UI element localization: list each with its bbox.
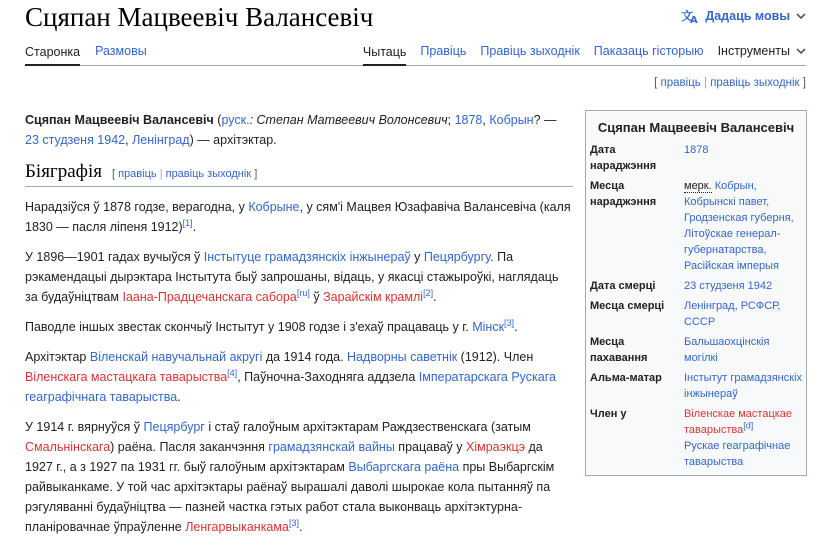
ref-4[interactable]: [4] (227, 367, 238, 378)
chevron-down-icon (796, 12, 806, 20)
link-death-date[interactable]: 23 студзеня 1942 (25, 133, 126, 147)
link-geographical-society[interactable]: Імператарскага Рускага геаграфічнага таварыства (25, 370, 556, 404)
infobox-birth-place-link[interactable]: Гродзенская губерня, (684, 212, 794, 224)
translate-icon (681, 8, 699, 24)
ref-d[interactable]: [d] (743, 420, 754, 431)
page-title: Сцяпан Мацвеевіч Валансевіч (25, 2, 374, 32)
infobox-birth-place-link[interactable]: Расійская імперыя (684, 260, 779, 272)
link-civil-war[interactable]: грамадзянскай вайны (268, 440, 395, 454)
infobox-row-birth-place: Месца нараджэння мерк. Кобрын, Кобрынскі павет, Гродзенская губерня, Літоўскае генерал-губернатарства, Расійская імперыя (590, 180, 794, 272)
redlink-lengorispolkom[interactable]: Ленгарвыканкама (185, 520, 289, 534)
add-languages-button[interactable] (681, 8, 806, 24)
infobox-birth-year-link[interactable]: 1878 (684, 144, 709, 156)
ref-1[interactable]: [1] (182, 217, 193, 228)
redlink-vilna-art-society[interactable]: Віленскага мастацкага таварыства (25, 370, 228, 384)
infobox-row-burial: Месца пахавання Бальшаохцінскія могілкі (590, 336, 770, 364)
section-edit-links: [ правіць | правіць зыходнік ] (111, 168, 258, 180)
link-institute[interactable]: Інстытуце грамадзянскіх інжынераў (203, 250, 411, 264)
infobox-birth-place-link[interactable]: Кобрынскі павет, (684, 196, 770, 208)
edit-source-link[interactable]: правіць зыходнік (710, 77, 800, 89)
link-rus[interactable]: руск. (221, 113, 250, 127)
section-heading-biography: Біяграфія [ правіць | правіць зыходнік ] (25, 162, 573, 187)
ref-3[interactable]: [3] (504, 317, 515, 328)
article-content (25, 110, 573, 547)
paragraph-4: Архітэктар Віленскай навучальнай акругі да 1914 года. Надворны саветнік (1912). Член Віленскага мастацкага таварыства[4], Паўночна-Заходняга аддзела Імператарскага Рускага геаграфічнага таварыства. (25, 350, 556, 404)
link-kobryne[interactable]: Кобрыне (248, 200, 300, 214)
paragraph-3: Паводле іншых звестак скончыў Інстытут у 1908 годзе і з'ехаў працаваць у г. Мінск[3]. (25, 317, 518, 334)
section-edit-source-link[interactable]: правіць зыходнік (165, 168, 252, 180)
svg-text:A: A (690, 15, 699, 26)
tab-read[interactable]: Чытаць (363, 45, 407, 66)
page-tabs (25, 40, 806, 66)
link-court-councillor[interactable]: Надворны саветнік (347, 350, 458, 364)
chevron-down-icon (796, 44, 806, 58)
infobox-member-link[interactable]: Рускае геаграфічнае таварыства (684, 440, 791, 468)
edit-link[interactable]: правіць (660, 77, 701, 89)
ref-2[interactable]: [2] (423, 287, 434, 298)
paragraph-5: У 1914 г. вярнуўся ў Пецярбург і стаў галоўным архітэктарам Раждзественскага (затым Смальнінскага) раёна. Пасля заканчэння грамадзянскай вайны працаваў у Хімраэкцэ да 1927 г., а з 1927 па 1931 гг. быў галоўным архітэктарам Выбаргскага раёна пры Выбаргскім райвыканкаме. У той час архітэктары раёнаў вырашалі даволі шырокае кола пытанняў па рэгуляванні будаўніцтва — пазней частка гэтых работ стала выконваць архітэктурна-планіровачнае ўпраўленне Ленгарвыканкама[3]. (25, 420, 555, 534)
redlink-smolninsky[interactable]: Смальнінскага (25, 440, 111, 454)
paragraph-2: У 1896—1901 гадах вучыўся ў Інстытуце грамадзянскіх інжынераў у Пецярбургу. Па рэкамендацыі дырэктара Інстытута быў запрошаны, відаць, у якасці стажыроўкі, наглядаць за будаўніцтвам Іаана-Прадцечанскага сабора[ru] ў Зарайскім крамлі[2]. (25, 250, 559, 304)
subject-name: Сцяпан Мацвеевіч Валансевіч (25, 113, 214, 127)
infobox (585, 110, 807, 476)
infobox-alma-mater-link[interactable]: Інстытут грамадзянскіх інжынераў (684, 372, 803, 400)
link-vyborgsky-district[interactable]: Выбаргскага раёна (348, 460, 460, 474)
infobox-edit-links: [ правіць | правіць зыходнік ] (654, 77, 806, 89)
infobox-row-alma-mater: Альма-матар Інстытут грамадзянскіх інжынераў (590, 372, 803, 400)
infobox-title: Сцяпан Мацвеевіч Валансевіч (597, 120, 795, 135)
tools-menu[interactable] (718, 44, 806, 65)
ref-3b[interactable]: [3] (288, 517, 299, 528)
infobox-death-place-link[interactable]: Ленінград, РСФСР, (684, 300, 781, 312)
tab-edit[interactable]: Правіць (420, 44, 467, 58)
add-languages-label: Дадаць мовы (705, 9, 790, 23)
infobox-member-link[interactable]: Віленскае мастацкае таварыства (684, 408, 793, 436)
link-petersburg[interactable]: Пецярбургу (423, 250, 491, 264)
infobox-row-member: Член у Віленскае мастацкае таварыства[d] Рускае геаграфічнае таварыства (590, 408, 793, 468)
infobox-birth-place-link[interactable]: Кобрын, (714, 180, 757, 192)
infobox-burial-link[interactable]: Бальшаохцінскія могілкі (684, 336, 770, 364)
tab-history[interactable]: Паказаць гісторыю (593, 44, 704, 58)
tab-talk[interactable]: Размовы (95, 44, 147, 58)
redlink-zaraysk-kremlin[interactable]: Зарайскім крамлі (323, 290, 424, 304)
link-petersburg-2[interactable]: Пецярбург (143, 420, 205, 434)
svg-text:文: 文 (681, 9, 694, 23)
infobox-death-date-link[interactable]: 23 студзеня 1942 (684, 280, 773, 292)
paragraph-1: Нарадзіўся ў 1878 годзе, верагодна, у Кобрыне, у сям'і Мацвея Юзафавіча Валансевіча (каля 1830 — пасля ліпеня 1912)[1]. (25, 200, 571, 234)
infobox-death-place-link[interactable]: СССР (684, 316, 716, 328)
tools-label: Інструменты (717, 44, 790, 58)
infobox-row-birth-date: Дата нараджэння 1878 (590, 144, 709, 172)
infobox-birth-place-link[interactable]: Літоўскае генерал-губернатарства, (684, 228, 781, 256)
link-kobryn[interactable]: Кобрын (489, 113, 534, 127)
ref-ru[interactable]: [ru] (296, 287, 310, 298)
link-minsk[interactable]: Мінск (472, 320, 505, 334)
link-1878[interactable]: 1878 (454, 113, 483, 127)
redlink-khimproekt[interactable]: Хімраэкцэ (465, 440, 525, 454)
section-edit-link[interactable]: правіць (118, 168, 157, 180)
tab-page[interactable]: Старонка (25, 45, 80, 66)
infobox-row-death-place: Месца смерці Ленінград, РСФСР, СССР (590, 300, 781, 328)
lead-paragraph: Сцяпан Мацвеевіч Валансевіч (руск.: Степан Матвеевич Волонсевич; 1878, Кобрын? — 23 студзеня 1942, Ленінград) — архітэктар. (25, 113, 557, 147)
infobox-row-death-date: Дата смерці 23 студзеня 1942 (590, 280, 773, 292)
link-leningrad[interactable]: Ленінград (132, 133, 190, 147)
tab-edit-source[interactable]: Правіць зыходнік (480, 44, 580, 58)
link-vilna-district[interactable]: Віленскай навучальнай акругі (89, 350, 263, 364)
redlink-cathedral[interactable]: Іаана-Прадцечанскага сабора (122, 290, 297, 304)
